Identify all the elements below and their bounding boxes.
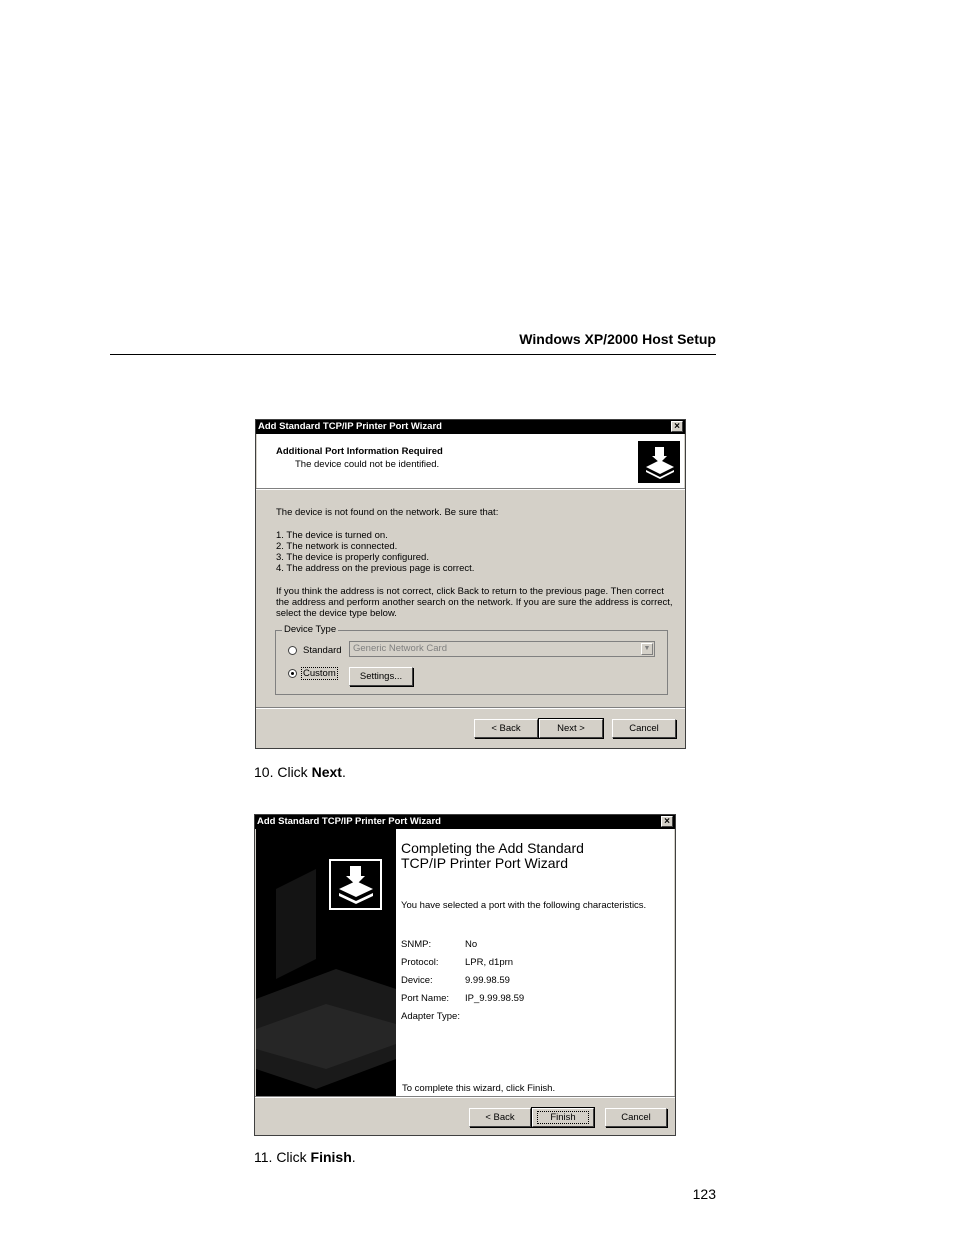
dialog-title: Add Standard TCP/IP Printer Port Wizard: [257, 816, 441, 827]
wizard-side-panel: [256, 829, 396, 1096]
step-11-text: 11. Click: [254, 1149, 311, 1165]
intro-text: The device is not found on the network. Be sure that:: [276, 507, 499, 518]
checklist-item: 4. The address on the previous page is correct.: [276, 563, 475, 574]
field-value: No: [465, 939, 478, 950]
step-10-text: 10. Click: [254, 764, 312, 780]
chevron-down-icon[interactable]: ▼: [641, 643, 653, 655]
step-11: [254, 1149, 356, 1165]
page-number: 123: [692, 1186, 716, 1202]
summary-intro: You have selected a port with the following characteristics.: [401, 900, 647, 911]
printer-wizard-icon: [329, 859, 382, 910]
back-button[interactable]: < Back: [474, 719, 538, 738]
page-header: Windows XP/2000 Host Setup: [519, 331, 716, 347]
footer-separator: [255, 1096, 675, 1098]
next-button[interactable]: Next >: [539, 719, 603, 738]
back-button[interactable]: < Back: [469, 1108, 531, 1127]
field-value: LPR, d1prn: [465, 957, 514, 968]
standard-label: Standard: [303, 645, 342, 656]
device-type-combo[interactable]: [349, 641, 655, 657]
instruction-line: the address and perform another search on the network. If you are sure the address is correct,: [276, 597, 673, 608]
cancel-button[interactable]: Cancel: [612, 719, 676, 738]
step-11-suffix: .: [351, 1149, 356, 1165]
dialog-titlebar: [255, 815, 675, 829]
field-label: Device:: [401, 975, 433, 986]
settings-button[interactable]: Settings...: [349, 667, 413, 686]
close-icon[interactable]: ×: [671, 421, 683, 432]
checklist-item: 3. The device is properly configured.: [276, 552, 429, 563]
finish-button[interactable]: [532, 1108, 594, 1127]
header-title: Additional Port Information Required: [276, 446, 443, 457]
custom-label: Custom: [303, 668, 336, 679]
completing-wizard-dialog: [254, 814, 676, 1136]
standard-radio[interactable]: [288, 646, 297, 655]
instruction-line: select the device type below.: [276, 608, 397, 619]
heading-line-1: Completing the Add Standard: [401, 840, 584, 856]
step-10: [254, 764, 346, 780]
footer-separator: [256, 707, 685, 709]
instruction-line: If you think the address is not correct, click Back to return to the previous page. Then correct: [276, 586, 664, 597]
combo-value: Generic Network Card: [353, 643, 447, 654]
finish-button-label: Finish: [537, 1111, 588, 1124]
wizard-content: [396, 829, 674, 1096]
field-label: Protocol:: [401, 957, 439, 968]
header-separator: [256, 488, 685, 490]
finish-note: To complete this wizard, click Finish.: [402, 1083, 556, 1094]
field-value: 9.99.98.59: [465, 975, 510, 986]
wizard-header: [257, 434, 684, 488]
field-value: IP_9.99.98.59: [465, 993, 525, 1004]
close-icon[interactable]: ×: [661, 816, 673, 827]
step-10-suffix: .: [341, 764, 346, 780]
field-label: Port Name:: [401, 993, 450, 1004]
completion-heading: [401, 841, 584, 871]
field-label: Adapter Type:: [401, 1011, 460, 1022]
cancel-button[interactable]: Cancel: [605, 1108, 667, 1127]
step-11-bold: Finish: [310, 1149, 352, 1165]
dialog-titlebar: [256, 420, 685, 434]
printer-wizard-icon: [638, 441, 680, 483]
field-label: SNMP:: [401, 939, 432, 950]
heading-line-2: TCP/IP Printer Port Wizard: [401, 855, 569, 871]
custom-radio[interactable]: [288, 669, 297, 678]
checklist-item: 2. The network is connected.: [276, 541, 398, 552]
step-10-bold: Next: [311, 764, 342, 780]
header-subtitle: The device could not be identified.: [295, 459, 440, 470]
header-rule: [110, 354, 716, 355]
group-label: Device Type: [284, 624, 337, 635]
port-info-dialog: [255, 419, 686, 749]
dialog-title: Add Standard TCP/IP Printer Port Wizard: [258, 421, 442, 432]
device-type-group: [275, 624, 668, 695]
checklist-item: 1. The device is turned on.: [276, 530, 388, 541]
